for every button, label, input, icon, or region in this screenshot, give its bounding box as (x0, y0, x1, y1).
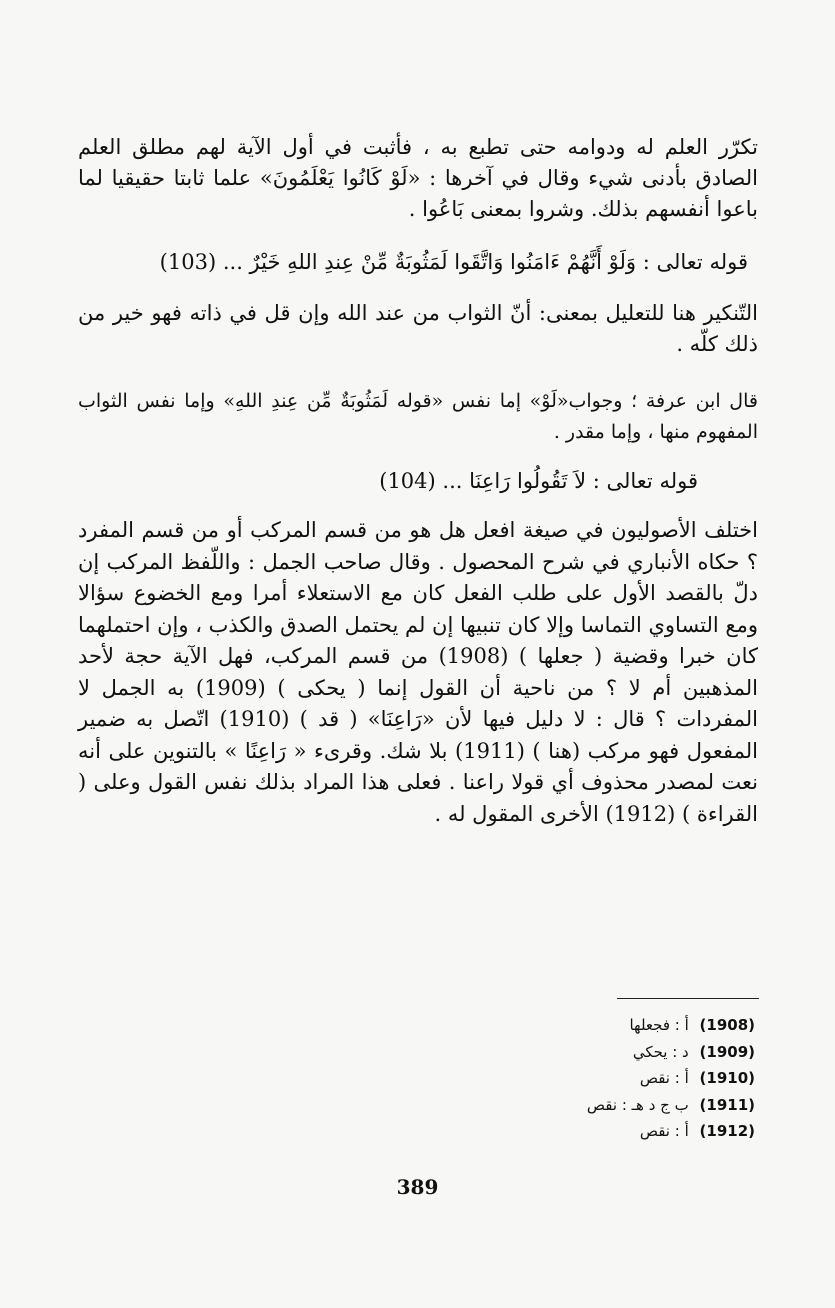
paragraph-6: اختلف الأصوليون في صيغة افعل هل هو من قسم المركب أو من قسم المفرد ؟ حكاه الأنباري في شرح المحصول . وقال صاحب الجمل : واللّفظ المركب إن دلّ بالقصد الأول على طلب الفعل كان مع الاستعلاء أمرا ومع الخضوع سؤالا ومع التساوي التماسا وإلا كان تنبيها إن لم يحتمل الصدق والكذب ، وإن احتملهما كان خبرا وقضية ( جعلها ) (1908) من قسم المركب، فهل الآية حجة لأحد المذهبين أم لا ؟ من ناحية أن القول إنما ( يحكى ) (1909) به الجمل لا المفردات ؟ قال : لا دليل فيها لأن «رَاعِنَا» ( قد ) (1910) اتّصل به ضمير المفعول فهو مركب (هنا ) (1911) بلا شك. وقرىء « رَاعِنًا » بالتنوين على أنه نعت لمصدر محذوف أي قولا راعنا . فعلى هذا المراد بذلك نفس القول وعلى ( القراءة ) (1912) الأخرى المقول له . (77, 518, 758, 826)
footnote-text: د : يحكي (632, 1042, 689, 1061)
paragraph-4: قال ابن عرفة ؛ وجواب«لَوْ» إما نفس «قوله لَمَثُوبَةٌ مِّن عِندِ اللهِ» وإما نفس الثواب المفهوم منها ، وإما مقدر . (78, 390, 758, 443)
footnote-text: أ : فجعلها (629, 1016, 689, 1034)
page-body (78, 132, 758, 830)
paragraph-1: تكرّر العلم له ودوامه حتى تطبع به ، فأثبت في أول الآية لهم مطلق العلم الصادق بأدنى شيء وقال في آخرها : «لَوْ كَانُوا يَعْلَمُونَ» علما ثابتا حقيقيا لما باعوا أنفسهم بذلك. وشروا بمعنى بَاعُوا . (78, 135, 758, 221)
footnote-1910 (587, 1065, 755, 1092)
footnote-number: (1912) (699, 1122, 755, 1140)
verse-103: قوله تعالى : وَلَوْ أَنَّهُمْ ءَامَنُوا وَاتَّقَوا لَمَثُوبَةٌ مِّنْ عِندِ اللهِ خَيْرٌ ... (103) (159, 250, 748, 274)
footnote-divider (617, 998, 759, 999)
footnote-1911 (587, 1092, 755, 1119)
paragraph-3: التّنكير هنا للتعليل بمعنى: أنّ الثواب من عند الله وإن قل في ذاته فهو خير من ذلك كلّه . (78, 301, 758, 356)
verse-104: قوله تعالى : لاَ تَقُولُوا رَاعِنَا ... (104) (379, 469, 698, 493)
footnote-text: أ : نقص (639, 1122, 689, 1140)
footnote-1909 (587, 1039, 755, 1066)
page-number: 389 (396, 1175, 439, 1199)
footnote-number: (1910) (699, 1069, 755, 1087)
footnote-1908 (587, 1012, 755, 1039)
footnote-text: ب ج د هـ : نقص (586, 1095, 689, 1114)
footnotes (587, 1012, 755, 1145)
footnote-text: أ : نقص (639, 1069, 689, 1087)
footnote-number: (1911) (699, 1095, 755, 1114)
footnote-number: (1908) (699, 1016, 755, 1034)
footnote-number: (1909) (699, 1042, 755, 1061)
footnote-1912 (587, 1118, 755, 1145)
